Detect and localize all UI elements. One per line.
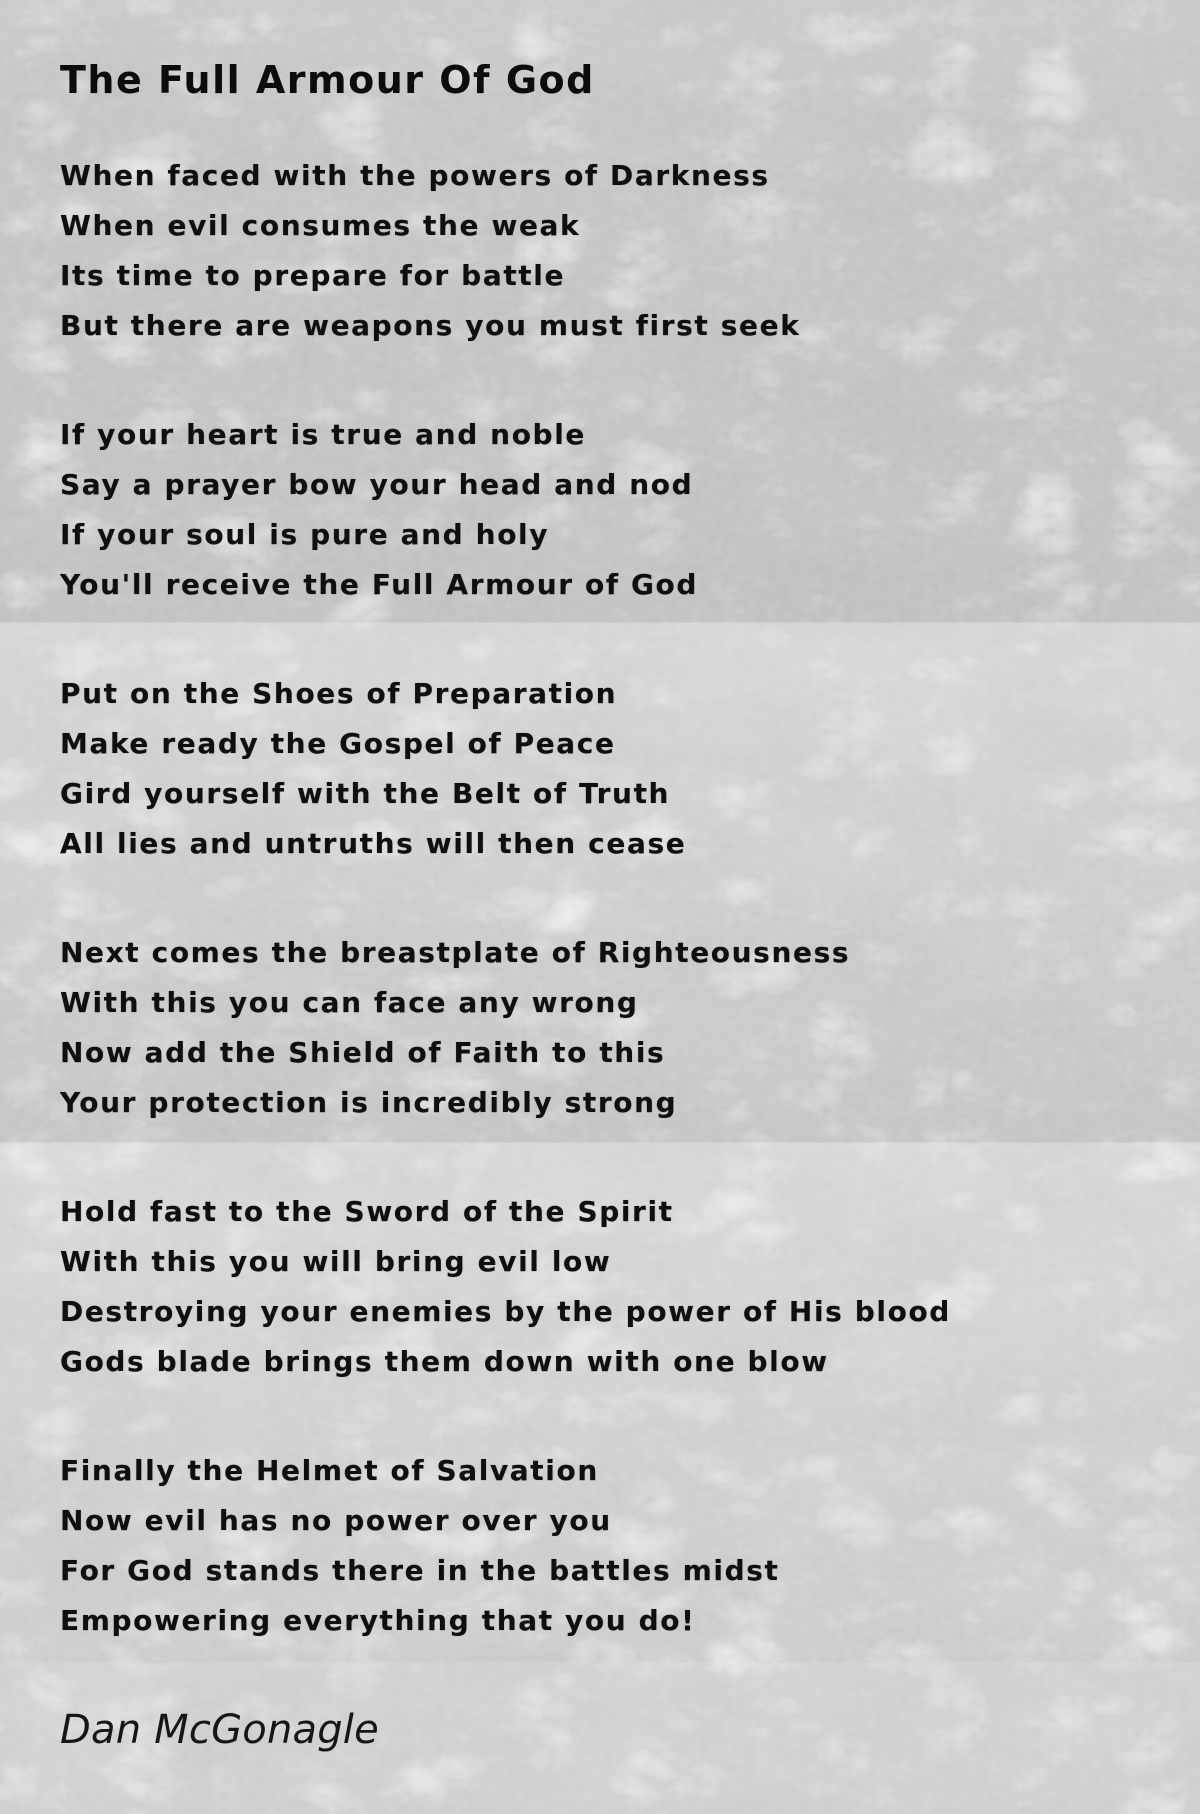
poem-line: Now evil has no power over you <box>60 1504 612 1537</box>
poem-line: Now add the Shield of Faith to this <box>60 1036 666 1069</box>
stanza-4 <box>60 928 1160 1128</box>
poem-line: Gods blade brings them down with one blow <box>60 1345 829 1378</box>
poem-line: Hold fast to the Sword of the Spirit <box>60 1195 674 1228</box>
poem-line: If your heart is true and noble <box>60 418 586 451</box>
poem-line: Make ready the Gospel of Peace <box>60 727 616 760</box>
poem-line: Finally the Helmet of Salvation <box>60 1454 599 1487</box>
poem-line: You'll receive the Full Armour of God <box>60 568 699 601</box>
stanza-1 <box>60 151 1160 351</box>
poem-line: Say a prayer bow your head and nod <box>60 468 694 501</box>
stanza-5 <box>60 1187 1160 1387</box>
poem-line: For God stands there in the battles midst <box>60 1554 780 1587</box>
stanza-3 <box>60 669 1160 869</box>
poem-line: Its time to prepare for battle <box>60 259 566 292</box>
poem-line: Gird yourself with the Belt of Truth <box>60 777 671 810</box>
poem-line: Put on the Shoes of Preparation <box>60 677 618 710</box>
poem-title: The Full Armour Of God <box>60 58 595 102</box>
poem-line: Destroying your enemies by the power of His blood <box>60 1295 951 1328</box>
stanza-6 <box>60 1446 1160 1646</box>
poem-line: But there are weapons you must first seek <box>60 309 801 342</box>
poem-line: All lies and untruths will then cease <box>60 827 687 860</box>
poem-author: Dan McGonagle <box>60 1707 379 1753</box>
poem-line: When evil consumes the weak <box>60 209 581 242</box>
poem-line: When faced with the powers of Darkness <box>60 159 770 192</box>
poem-line: If your soul is pure and holy <box>60 518 550 551</box>
poem-line: Your protection is incredibly strong <box>60 1086 678 1119</box>
poem-line: With this you can face any wrong <box>60 986 639 1019</box>
poem-line: Next comes the breastplate of Righteousness <box>60 936 851 969</box>
poem <box>60 0 1160 1755</box>
poem-line: With this you will bring evil low <box>60 1245 612 1278</box>
poem-line: Empowering everything that you do! <box>60 1604 696 1637</box>
stanza-2 <box>60 410 1160 610</box>
